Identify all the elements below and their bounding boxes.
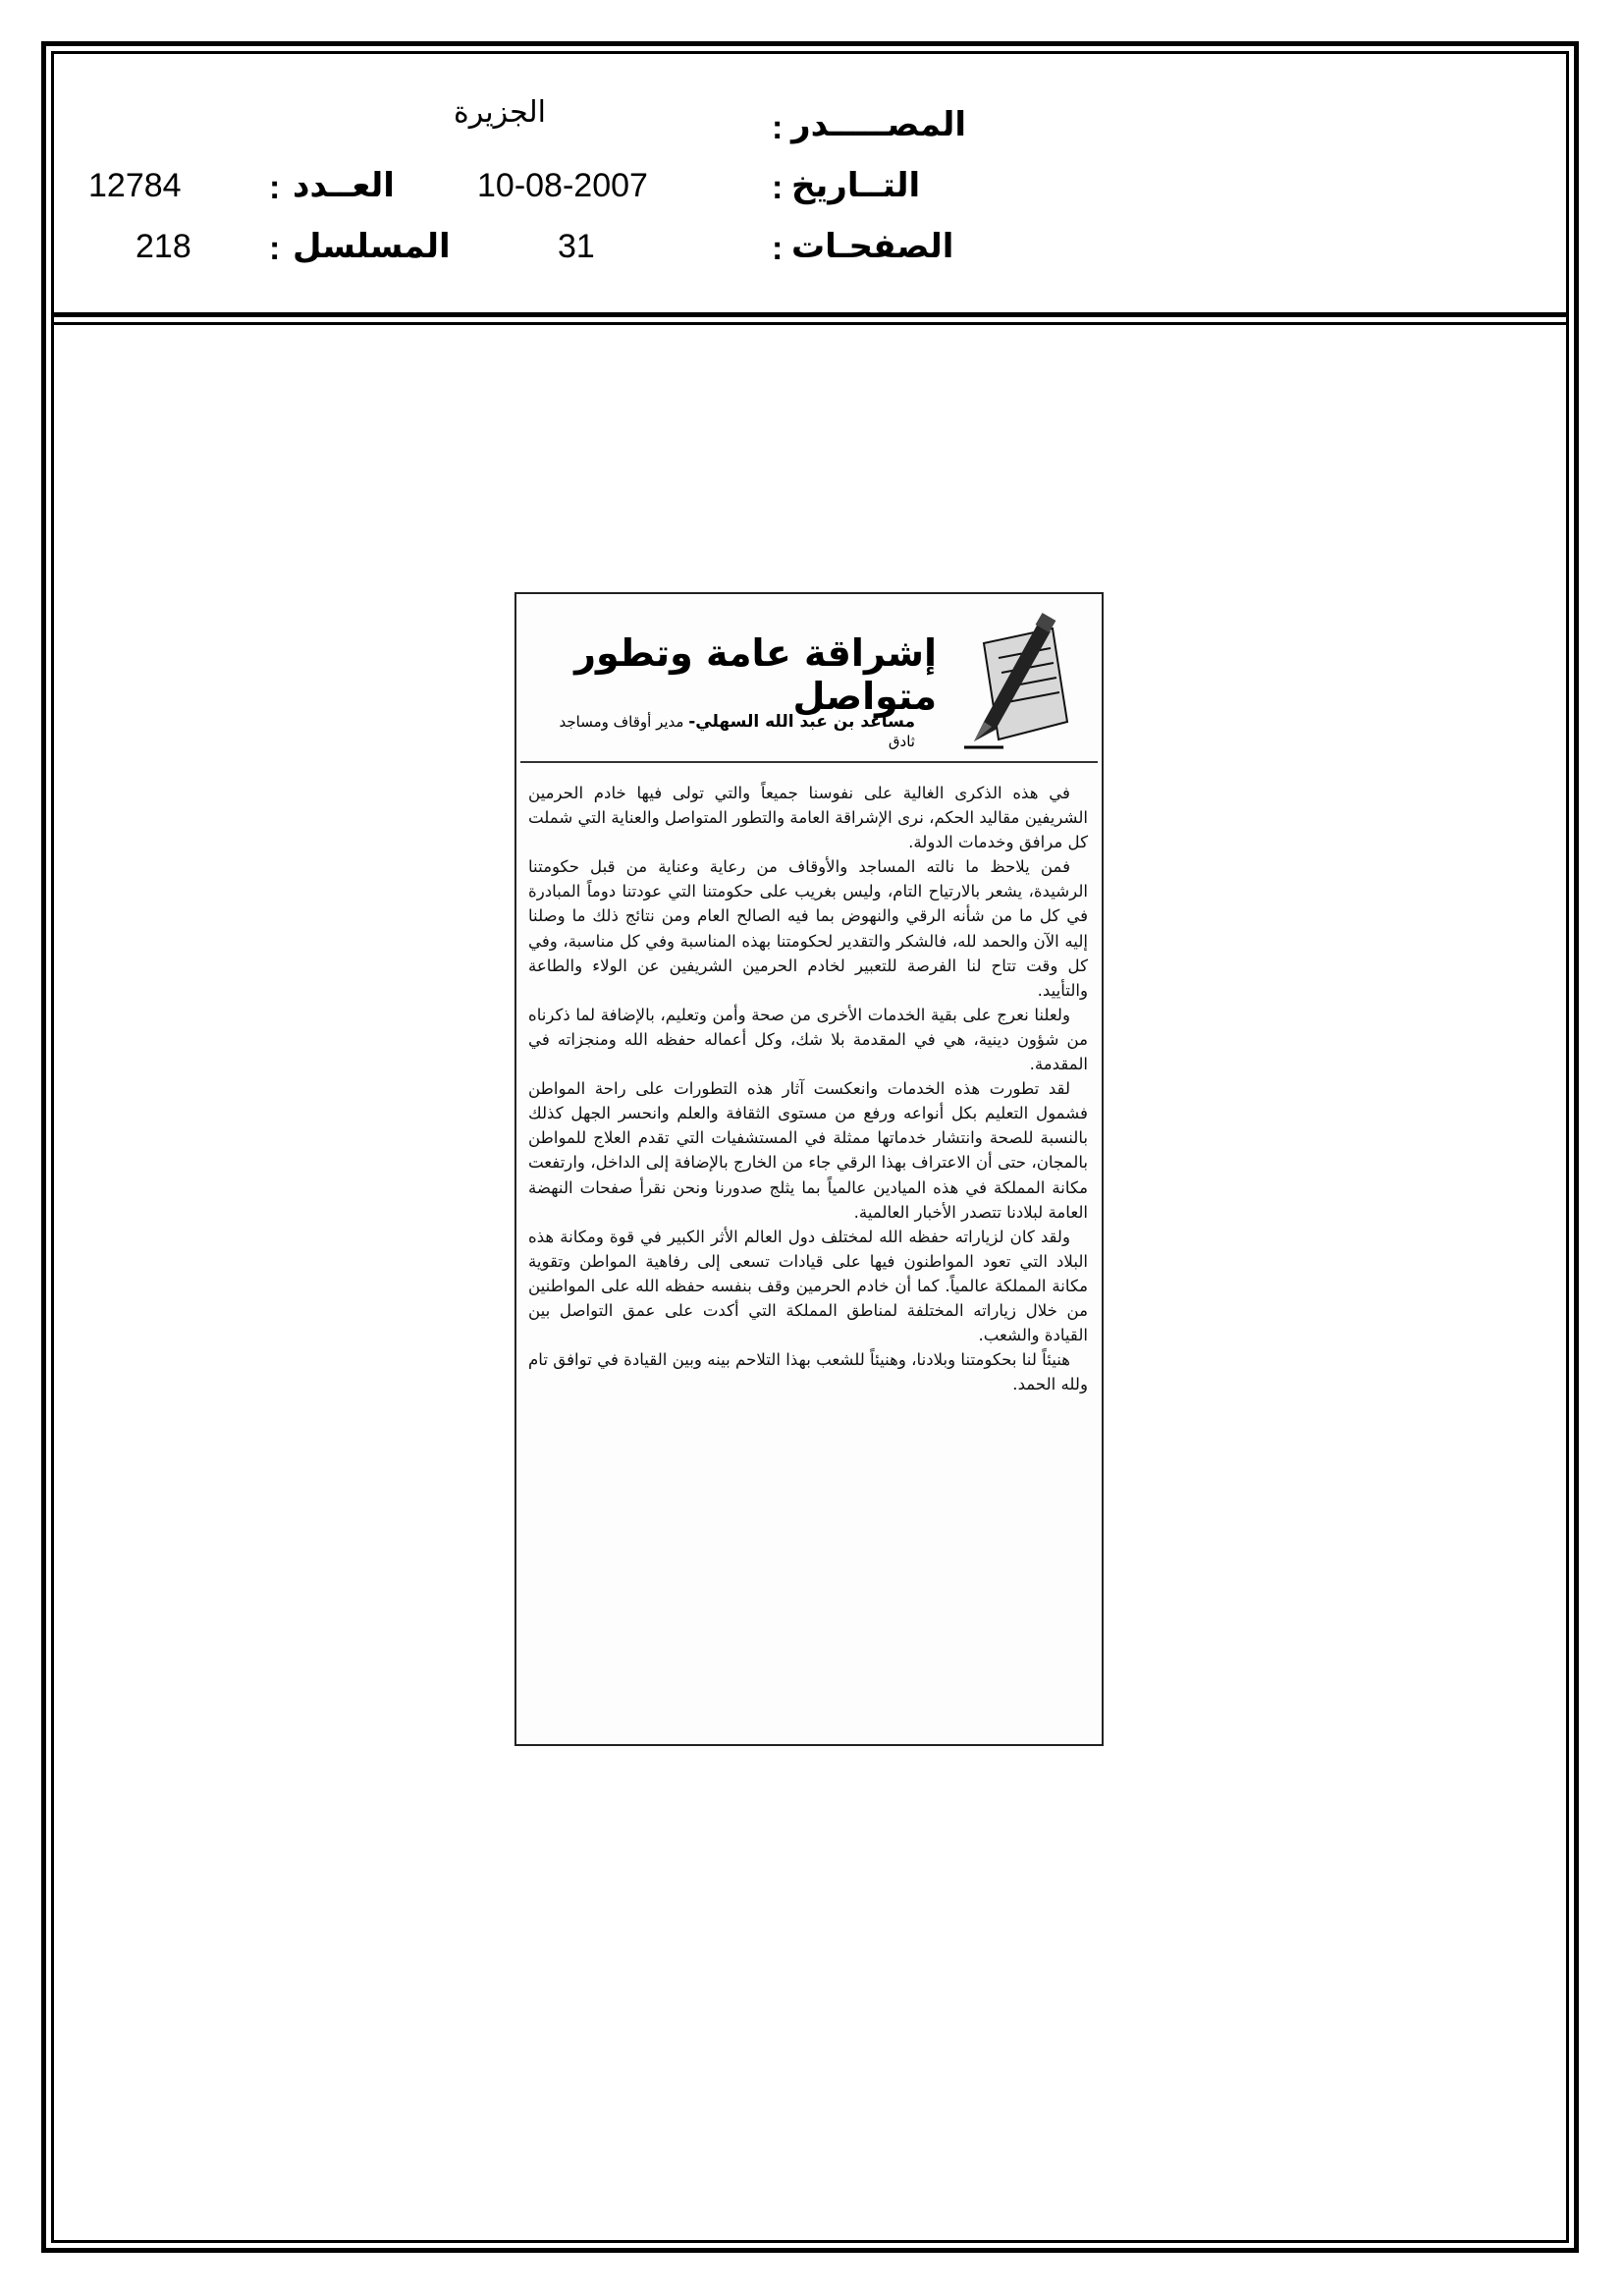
article-title: إشراقة عامة وتطور متواصل <box>574 631 937 718</box>
source-value: الجزيرة <box>454 95 547 130</box>
author-role: مدير أوقاف ومساجد ثادق <box>559 713 915 750</box>
issue-label: العــدد <box>293 166 395 205</box>
article-paragraph: لقد تطورت هذه الخدمات وانعكست آثار هذه التطورات على راحة المواطن فشمول التعليم بكل أنواعه ورفع من مستوى الثقافة والعلم وانحسر الجهل كذلك بالنسبة للصحة وانتشار خدماتها ممثلة في المستشفيات التي تقدم العلاج للمواطن بالمجان، حتى أن الاعتراف بهذا الرقي جاء من الخارج بالإضافة إلى الداخل، وارتفعت مكانة المملكة في هذه الميادين عالمياً بما يثلج صدورنا ونحن نقرأ صفحات النهضة العامة لبلادنا تتصدر الأخبار العالمية. <box>528 1079 1088 1222</box>
header-divider <box>51 312 1569 317</box>
issue-value: 12784 <box>88 167 182 204</box>
date-colon: : <box>772 169 784 206</box>
pen-and-paper-icon <box>945 604 1092 751</box>
pages-value: 31 <box>558 228 595 265</box>
pages-label: الصفحـات <box>791 227 954 266</box>
serial-colon: : <box>269 230 281 267</box>
source-label: المصـــــدر <box>791 105 967 144</box>
article-body <box>528 781 1088 1396</box>
article-header <box>516 594 1102 761</box>
article-byline <box>542 712 915 751</box>
article-paragraph: فمن يلاحظ ما نالته المساجد والأوقاف من رعاية وعناية من قبل حكومتنا الرشيدة، يشعر بالارتياح التام، وليس بغريب على حكومتنا التي عودتنا دوماً المبادرة في كل ما من شأنه الرقي والنهوض بما فيه الصالح العام ومن نتائج ذلك ما وصلنا إليه الآن والحمد لله، فالشكر والتقدير لحكومتنا بهذه المناسبة وفي كل مناسبة، وفي كل وقت تتاح لنا الفرصة للتعبير لخادم الحرمين الشريفين عن الولاء والطاعة والتأييد. <box>528 857 1088 1000</box>
serial-label: المسلسل <box>293 227 451 266</box>
article-header-rule <box>520 761 1098 763</box>
pages-colon: : <box>772 230 784 267</box>
header-divider-secondary <box>51 322 1569 325</box>
article-paragraph: في هذه الذكرى الغالية على نفوسنا جميعاً والتي تولى فيها خادم الحرمين الشريفين مقاليد الحكم، نرى الإشراقة العامة والتطور المتواصل والعناية التي شملت كل مرافق وخدمات الدولة. <box>528 784 1088 852</box>
newspaper-clipping <box>514 592 1104 1746</box>
issue-colon: : <box>269 169 281 206</box>
article-paragraph: ولعلنا نعرج على بقية الخدمات الأخرى من صحة وأمن وتعليم، بالإضافة لما ذكرناه من شؤون دينية، هي في المقدمة بلا شك، وكل أعماله حفظه الله ومنجزاته في المقدمة. <box>528 1005 1088 1074</box>
article-paragraph: ولقد كان لزياراته حفظه الله لمختلف دول العالم الأثر الكبير في قوة ومكانة هذه البلاد التي تعود المواطنون فيها على قيادات تسعى إلى رفاهية المواطن وتقوية مكانة المملكة عالمياً. كما أن خادم الحرمين وقف بنفسه حفظه الله على المواطنين من خلال زياراته المختلفة لمناطق المملكة التي أكدت على عمق التواصل بين القيادة والشعب. <box>528 1227 1088 1345</box>
source-colon: : <box>772 109 784 146</box>
author-name: مساعد بن عبد الله السهلي- <box>688 712 915 732</box>
serial-value: 218 <box>135 228 191 265</box>
date-label: التــاريخ <box>791 166 921 205</box>
article-paragraph: هنيئاً لنا بحكومتنا وبلادنا، وهنيئاً للشعب بهذا التلاحم بينه وبين القيادة في توافق تام ولله الحمد. <box>528 1350 1088 1394</box>
date-value: 10-08-2007 <box>477 167 648 204</box>
